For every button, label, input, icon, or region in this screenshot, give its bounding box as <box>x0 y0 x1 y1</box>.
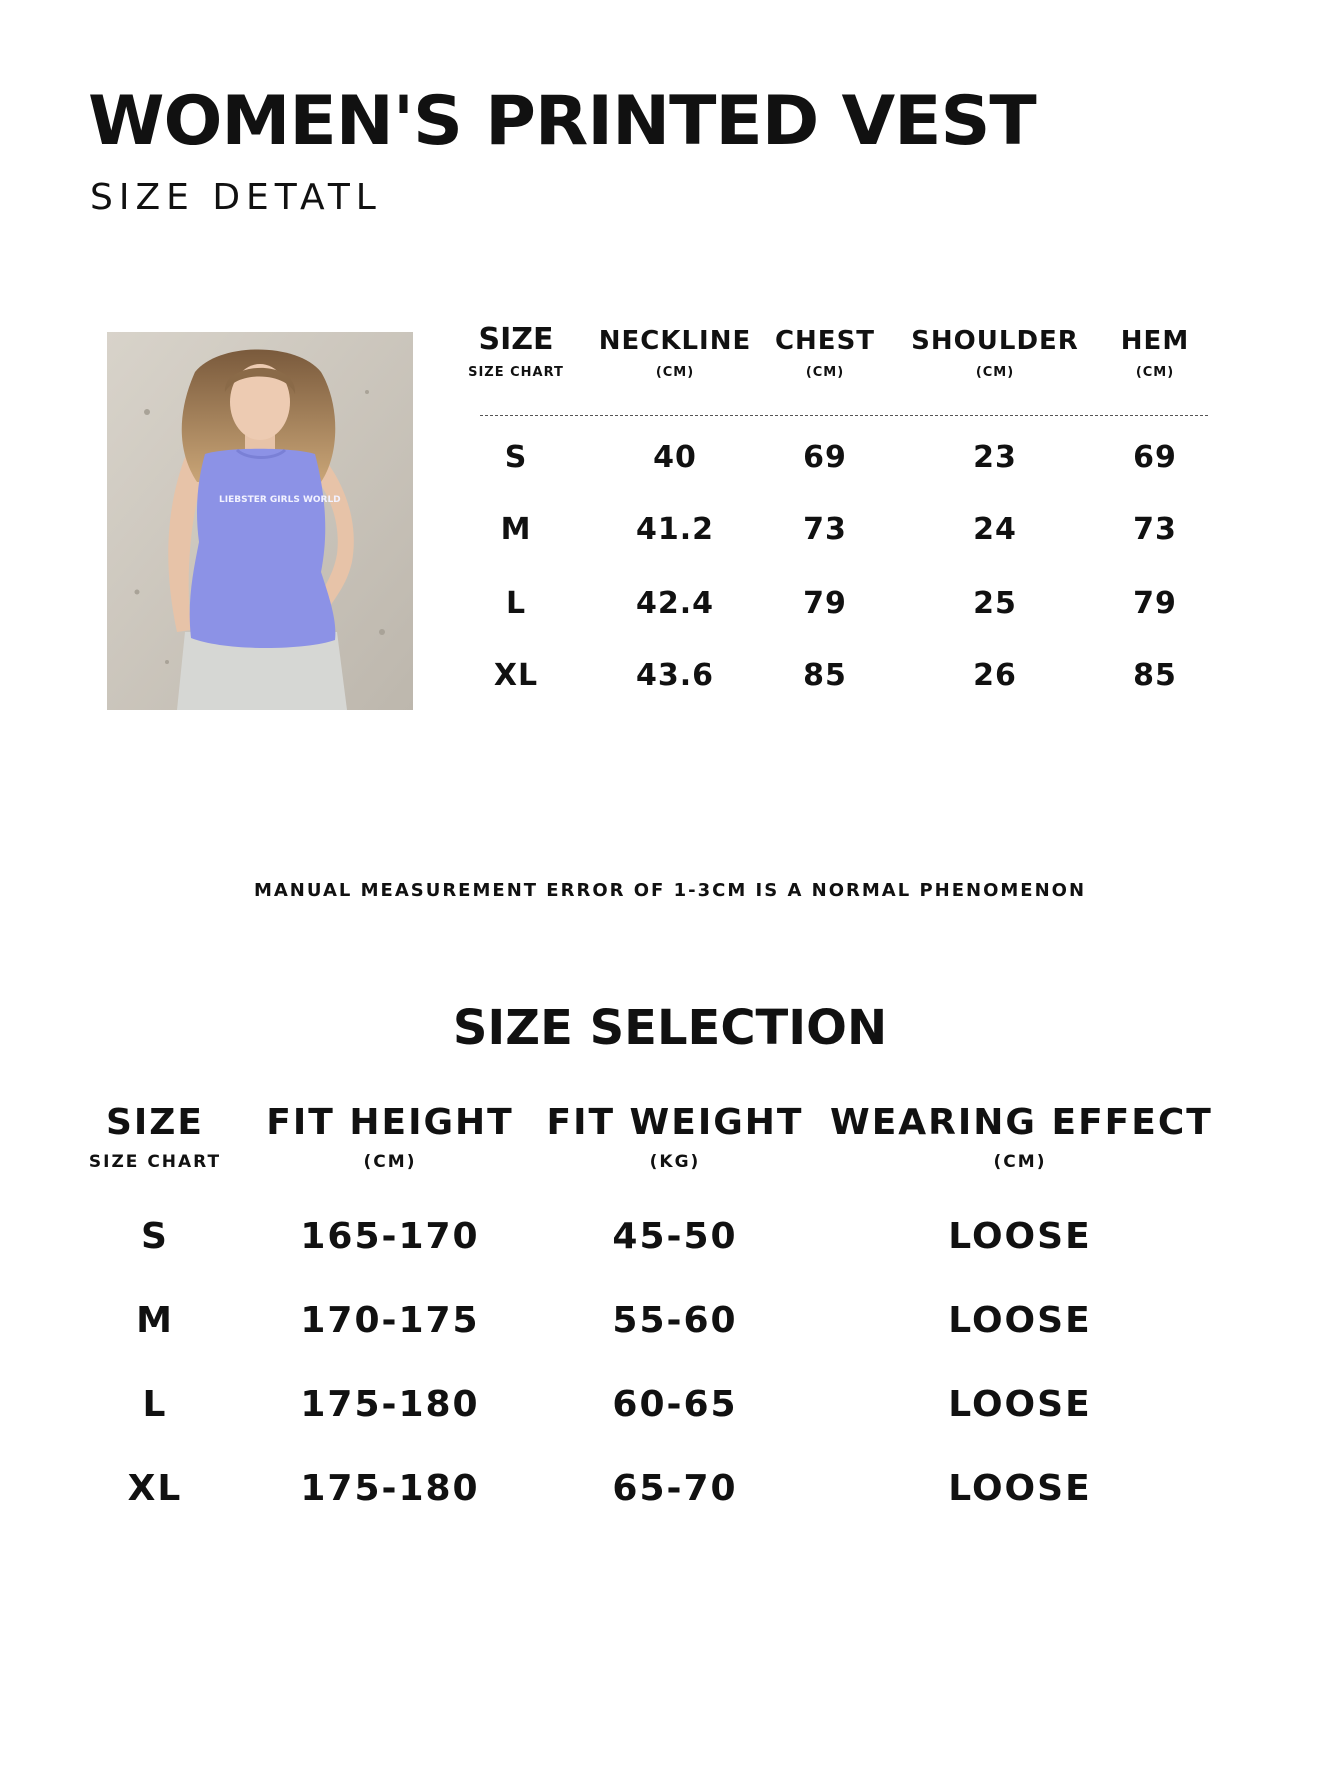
sel-cell-size: L <box>142 1384 168 1425</box>
cell-neckline: 42.4 <box>635 586 715 621</box>
cell-hem: 69 <box>1133 440 1177 475</box>
cell-hem: 79 <box>1133 586 1177 621</box>
cell-chest: 79 <box>803 586 847 621</box>
sel-col-size-label: SIZE <box>105 1102 205 1143</box>
col-neckline-unit: (CM) <box>655 365 695 380</box>
cell-neckline: 41.2 <box>635 512 715 547</box>
col-hem-unit: (CM) <box>1135 365 1175 380</box>
product-photo <box>107 332 413 710</box>
col-hem-label: HEM <box>1120 326 1190 356</box>
sel-cell-height: 175-180 <box>300 1384 480 1425</box>
col-chest-unit: (CM) <box>805 365 845 380</box>
shirt-print: LIEBSTER GIRLS WORLD <box>219 495 341 505</box>
cell-hem: 73 <box>1133 512 1177 547</box>
header-divider <box>480 415 1208 416</box>
sel-cell-effect: LOOSE <box>948 1216 1092 1257</box>
sel-col-effect-label: WEARING EFFECT <box>830 1102 1213 1143</box>
sel-cell-weight: 45-50 <box>612 1216 738 1257</box>
cell-size: XL <box>493 658 539 693</box>
cell-shoulder: 23 <box>973 440 1017 475</box>
cell-chest: 73 <box>803 512 847 547</box>
sel-col-effect-unit: (CM) <box>993 1152 1047 1172</box>
sel-cell-effect: LOOSE <box>948 1384 1092 1425</box>
cell-neckline: 43.6 <box>635 658 715 693</box>
sel-col-size-unit: SIZE CHART <box>88 1152 222 1172</box>
col-shoulder-label: SHOULDER <box>911 326 1079 356</box>
sel-col-height-unit: (CM) <box>363 1152 417 1172</box>
model-illustration <box>107 332 413 710</box>
sel-cell-effect: LOOSE <box>948 1300 1092 1341</box>
sel-cell-height: 165-170 <box>300 1216 480 1257</box>
cell-size: S <box>504 440 528 475</box>
page-title: WOMEN'S PRINTED VEST <box>88 82 1036 161</box>
cell-size: L <box>505 586 527 621</box>
page-subtitle: SIZE DETATL <box>90 177 382 218</box>
col-size-label: SIZE <box>478 322 554 357</box>
sel-cell-height: 170-175 <box>300 1300 480 1341</box>
cell-neckline: 40 <box>653 440 697 475</box>
sel-cell-weight: 55-60 <box>612 1300 738 1341</box>
sel-cell-size: M <box>136 1300 174 1341</box>
cell-hem: 85 <box>1133 658 1177 693</box>
size-selection-title: SIZE SELECTION <box>452 1000 888 1056</box>
sel-cell-size: XL <box>127 1468 183 1509</box>
cell-shoulder: 26 <box>973 658 1017 693</box>
cell-shoulder: 25 <box>973 586 1017 621</box>
measurement-note: MANUAL MEASUREMENT ERROR OF 1-3CM IS A NORMAL PHENOMENON <box>253 880 1087 901</box>
sel-cell-effect: LOOSE <box>948 1468 1092 1509</box>
sel-cell-height: 175-180 <box>300 1468 480 1509</box>
cell-chest: 69 <box>803 440 847 475</box>
col-shoulder-unit: (CM) <box>975 365 1015 380</box>
sel-col-weight-unit: (KG) <box>649 1152 701 1172</box>
cell-shoulder: 24 <box>973 512 1017 547</box>
sel-col-height-label: FIT HEIGHT <box>266 1102 514 1143</box>
cell-chest: 85 <box>803 658 847 693</box>
col-size-unit: SIZE CHART <box>468 365 564 380</box>
shirt-shape <box>190 449 336 648</box>
sel-cell-size: S <box>141 1216 169 1257</box>
sel-cell-weight: 60-65 <box>612 1384 738 1425</box>
sel-cell-weight: 65-70 <box>612 1468 738 1509</box>
col-neckline-label: NECKLINE <box>598 326 752 356</box>
sel-col-weight-label: FIT WEIGHT <box>546 1102 804 1143</box>
col-chest-label: CHEST <box>774 326 876 356</box>
cell-size: M <box>500 512 532 547</box>
